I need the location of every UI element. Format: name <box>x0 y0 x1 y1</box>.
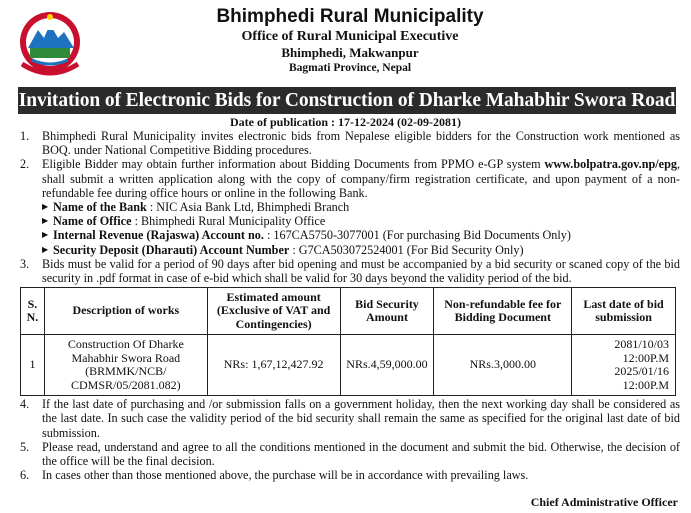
clause-number: 4. <box>20 397 30 412</box>
cell-bid-security: NRs.4,59,000.00 <box>340 335 434 396</box>
clause-number: 5. <box>20 439 30 454</box>
bank-detail-value: : G7CA503072524001 (For Bid Security Only) <box>289 242 524 257</box>
office-name: Office of Rural Municipal Executive <box>241 29 459 44</box>
bank-detail-value: : Bhimphedi Rural Municipality Office <box>131 214 326 229</box>
clause-5 <box>20 440 680 468</box>
table-header-row <box>21 288 676 335</box>
signatory: Chief Administrative Officer <box>530 495 678 509</box>
table-row <box>21 335 676 396</box>
clause-text: In cases other than those mentioned above, the purchase will be in accordance with prevailing laws. <box>42 468 529 483</box>
bank-detail-label: Name of Office <box>53 214 132 229</box>
publication-date: Date of publication : 17-12-2024 (02-09-2081) <box>230 115 461 129</box>
bank-detail-item <box>20 228 680 242</box>
last-time-bs: 12:00P.M <box>622 350 669 365</box>
clause-number: 3. <box>20 256 30 271</box>
arrow-icon: ▶ <box>42 202 49 212</box>
bank-detail-label: Name of the Bank <box>53 200 147 215</box>
bank-detail-value: : NIC Asia Bank Ltd, Bhimphedi Branch <box>146 200 350 215</box>
bank-detail-label: Internal Revenue (Rajaswa) Account no. <box>53 228 264 243</box>
clause-3 <box>20 257 680 285</box>
letterhead <box>90 6 610 76</box>
boq-table <box>20 287 676 396</box>
col-header-bid-security: Bid Security Amount <box>340 288 434 335</box>
last-date-bs: 2081/10/03 <box>614 337 669 352</box>
office-location: Bhimphedi, Makwanpur <box>281 45 419 60</box>
clause-2 <box>20 157 680 200</box>
bank-detail-item <box>20 214 680 228</box>
organization-name: Bhimphedi Rural Municipality <box>216 6 484 27</box>
clause-number: 1. <box>20 129 30 143</box>
bank-detail-item <box>20 243 680 257</box>
clause-text: Bhimphedi Rural Municipality invites electronic bids from Nepalese eligible bidders for the Construction work mentioned as BOQ. under National Competitive Bidding procedures. <box>42 129 680 158</box>
municipality-emblem-icon <box>18 8 82 80</box>
clause-text: If the last date of purchasing and /or submission falls on a government holiday, then the next working day shall be considered as the last date. In such case the validity period of the bid security shall remain the same as specified for the original last date of bid submission. <box>42 397 680 440</box>
col-header-fee: Non-refundable fee for Bidding Document <box>434 288 572 335</box>
last-time-ad: 12:00P.M <box>622 377 669 392</box>
bank-detail-label: Security Deposit (Dharauti) Account Number <box>53 242 290 257</box>
col-header-estimated: Estimated amount (Exclusive of VAT and Contingencies) <box>207 288 340 335</box>
cell-description: Construction Of Dharke Mahabhir Swora Road (BRMMK/NCB/ CDMSR/05/2081.082) <box>44 335 207 396</box>
bank-detail-value: : 167CA5750-3077001 (For purchasing Bid Documents Only) <box>263 228 571 243</box>
col-header-last-date: Last date of bid submission <box>572 288 676 335</box>
clause-4 <box>20 397 680 440</box>
last-date-ad: 2025/01/16 <box>614 364 669 379</box>
clause-number: 2. <box>20 157 30 172</box>
notice-title: Invitation of Electronic Bids for Construction of Dharke Mahabhir Swora Road <box>18 87 676 114</box>
arrow-icon: ▶ <box>42 244 49 254</box>
cell-estimated: NRs: 1,67,12,427.92 <box>207 335 340 396</box>
arrow-icon: ▶ <box>42 230 49 240</box>
notice-body <box>20 129 680 482</box>
clause-text-part: Eligible Bidder may obtain further information about Bidding Documents from PPMO e-GP system <box>42 157 545 172</box>
cell-sn: 1 <box>21 335 45 396</box>
arrow-icon: ▶ <box>42 216 49 226</box>
clause-text-part: , shall submit a written application along with the copy of company/firm registration certificate, and upon payment of a non-refundable fee during office hours or online in the following Bank. <box>42 157 680 200</box>
clause-number: 6. <box>20 468 30 483</box>
cell-last-date <box>572 335 676 396</box>
clause-1 <box>20 129 680 157</box>
clause-text <box>42 157 680 200</box>
clause-text: Bids must be valid for a period of 90 days after bid opening and must be accompanied by a bid security or scaned copy of the bid security in .pdf format in case of e-bid which shall be valid for 30 days beyond the validity period of the bid. <box>42 256 680 286</box>
col-header-description: Description of works <box>44 288 207 335</box>
col-header-sn: S. N. <box>21 288 45 335</box>
bank-detail-item <box>20 200 680 214</box>
cell-fee: NRs.3,000.00 <box>434 335 572 396</box>
bolpatra-link[interactable]: www.bolpatra.gov.np/epg <box>544 157 677 172</box>
clause-text: Please read, understand and agree to all the conditions mentioned in the document and submit the bid. Otherwise, the decision of the office will be the final decision. <box>42 439 680 469</box>
clause-6 <box>20 468 680 482</box>
province: Bagmati Province, Nepal <box>288 62 412 74</box>
